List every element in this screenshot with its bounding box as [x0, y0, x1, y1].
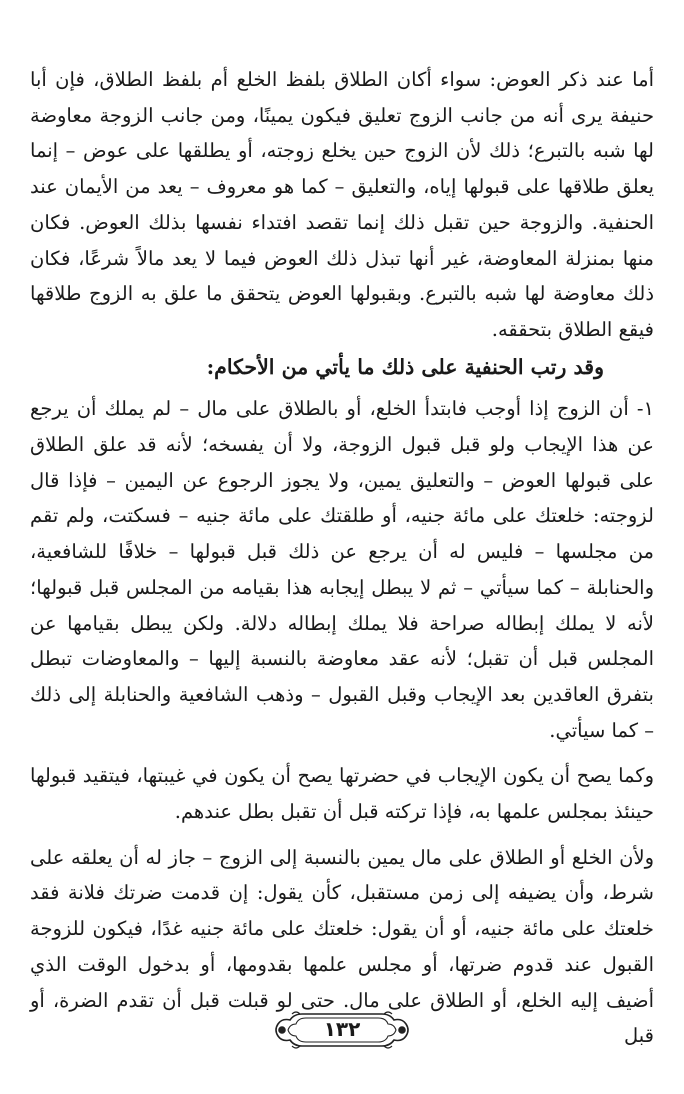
page-number-ornament [272, 1008, 412, 1052]
paragraph-rule-1: ١- أن الزوج إذا أوجب فابتدأ الخلع، أو بالطلاق على مال – لم يملك أن يرجع عن هذا الإيجاب ولو قبل قبول الزوجة، ولا أن يفسخه؛ لأنه قد علق الطلاق على قبولها العوض – والتعليق يمين، ولا يجوز الرجوع عن اليمين – فإذا قال لزوجته: خلعتك على مائة جنيه، أو طلقتك على مائة جنيه – فسكتت، ولم تقم من مجلسها – فليس له أن يرجع عن ذلك قبل قبولها – خلافًا للشافعية، والحنابلة – كما سيأتي – ثم لا يبطل إيجابه هذا بقيامه من المجلس قبل قبولها؛ لأنه لا يملك إبطاله صراحة فلا يملك إبطاله دلالة. ولكن يبطل بقيامها عن المجلس قبل أن تقبل؛ لأنه عقد معاوضة بالنسبة إليها – والمعاوضات تبطل بتفرق العاقدين بعد الإيجاب وقبل القبول – وذهب الشافعية والحنابلة إلى ذلك – كما سيأتي. [30, 397, 654, 742]
paragraph-condition: ولأن الخلع أو الطلاق على مال يمين بالنسبة إلى الزوج – جاز له أن يعلقه على شرط، وأن يضيفه إلى زمن مستقبل، كأن يقول: إن قدمت ضرتك فلانة فقد خلعتك على مائة جنيه، أو أن يقول: خلعتك على مائة جنيه غدًا، فيكون للزوجة القبول عند قدوم ضرتها، أو مجلس علمها بقدومها، أو بدخول الوقت الذي أضيف إليه الخلع، أو الطلاق على مال. حتى لو قبلت قبل أن تقدم الضرة، أو قبل [30, 845, 654, 1048]
paragraph-intro: أما عند ذكر العوض: سواء أكان الطلاق بلفظ الخلع أم بلفظ الطلاق، فإن أبا حنيفة يرى أنه من جانب الزوج تعليق فيكون يمينًا، ومن جانب الزوجة معاوضة لها شبه بالتبرع؛ ذلك لأن الزوج حين يخلع زوجته، أو يطلقها على عوض – إنما يعلق طلاقها على قبولها إياه، والتعليق – كما هو معروف – يعد من الأيمان عند الحنفية. والزوجة حين تقبل ذلك إنما تقصد افتداء نفسها بذلك العوض. فكان منها بمنزلة المعاوضة، غير أنها تبذل ذلك العوض فيما لا يعد مالاً شرعًا، فكان ذلك معاوضة لها شبه بالتبرع. وبقبولها العوض يتحقق ما علق به الزوج طلاقها فيقع الطلاق بتحققه. [30, 68, 654, 341]
section-heading: وقد رتب الحنفية على ذلك ما يأتي من الأحكام: [206, 354, 604, 379]
page-number: ١٣٢ [323, 1017, 361, 1041]
page-body [30, 62, 654, 1054]
paragraph-absence: وكما يصح أن يكون الإيجاب في حضرتها يصح أن يكون في غيبتها، فيتقيد قبولها حينئذ بمجلس علمها به، فإذا تركته قبل أن تقبل بطل عندهم. [30, 764, 654, 824]
